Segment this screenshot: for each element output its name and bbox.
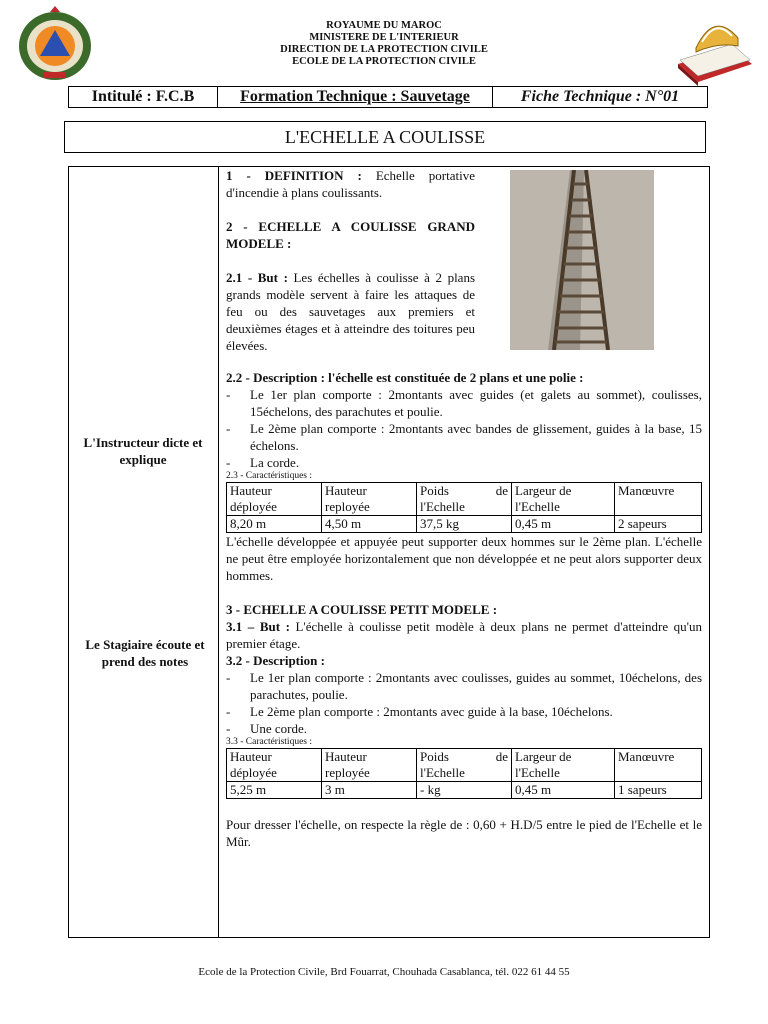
description-list-2 xyxy=(226,386,702,471)
caracteristiques-table-3 xyxy=(226,748,702,799)
table-cell: Hauteur reployée xyxy=(322,483,417,516)
list-item: - Le 1er plan comporte : 2montants avec guides (et galets au sommet), coulisses, 15échelons, des parachutes et poulie. xyxy=(226,386,702,420)
helmet-book-icon xyxy=(672,8,756,86)
list-item: - Une corde. xyxy=(226,720,702,737)
header-line-4: ECOLE DE LA PROTECTION CIVILE xyxy=(292,56,476,67)
description-heading-3: 3.2 - Description : xyxy=(226,653,325,668)
caracteristiques-label-3: 3.3 - Caractéristiques : xyxy=(226,737,313,747)
protection-civile-emblem xyxy=(14,6,96,82)
but-text-3: L'échelle à coulisse petit modèle à deux plans ne permet d'atteindre qu'un premier étage. xyxy=(226,619,702,651)
table-cell: 37,5 kg xyxy=(417,516,512,533)
instructeur-note: L'Instructeur dicte et explique xyxy=(83,435,203,467)
description-heading-2: 2.2 - Description : l'échelle est constituée de 2 plans et une polie : xyxy=(226,370,584,385)
caracteristiques-label-2: 2.3 - Caractéristiques : xyxy=(226,471,313,481)
table-cell: Hauteur déployée xyxy=(227,483,322,516)
list-item: - La corde. xyxy=(226,454,702,471)
header-line-2: MINISTERE DE L'INTERIEUR xyxy=(309,32,459,43)
table-row xyxy=(227,782,702,799)
table-cell: 1 sapeurs xyxy=(615,782,702,799)
column-divider xyxy=(218,166,219,938)
list-item: - Le 2ème plan comporte : 2montants avec bandes de glissement, guides à la base, 15 échelons. xyxy=(226,420,702,454)
page-footer: Ecole de la Protection Civile, Brd Fouarrat, Chouhada Casablanca, tél. 022 61 44 55 xyxy=(198,966,570,978)
table-cell: 5,25 m xyxy=(227,782,322,799)
table-cell: 4,50 m xyxy=(322,516,417,533)
title-bar xyxy=(68,86,708,108)
table-header-row xyxy=(227,749,702,782)
section-grand-modele xyxy=(226,369,702,850)
table-cell: 2 sapeurs xyxy=(615,516,702,533)
table-cell: Manœuvre xyxy=(615,749,702,782)
table-cell: 0,45 m xyxy=(512,516,615,533)
caracteristiques-table-2 xyxy=(226,482,702,533)
header-line-3: DIRECTION DE LA PROTECTION CIVILE xyxy=(280,44,488,55)
petit-modele-heading: 3 - ECHELLE A COULISSE PETIT MODELE : xyxy=(226,602,498,617)
definition-heading: 1 - DEFINITION : xyxy=(226,168,362,183)
table-row xyxy=(227,516,702,533)
formation-cell xyxy=(218,87,493,107)
description-list-3 xyxy=(226,669,702,737)
list-item: - Le 2ème plan comporte : 2montants avec guide à la base, 10échelons. xyxy=(226,703,702,720)
table-cell: Manœuvre xyxy=(615,483,702,516)
grand-modele-heading: 2 - ECHELLE A COULISSE GRAND MODELE : xyxy=(226,219,475,251)
but-label-2: 2.1 - But : xyxy=(226,270,288,285)
usage-note-2: L'échelle développée et appuyée peut supporter deux hommes sur le 2ème plan. L'échelle ne peut être employée horizontalement que non développée et ne peut alors supporter deux hommes. xyxy=(226,534,702,583)
list-item: - Le 1er plan comporte : 2montants avec coulisses, guides au sommet, 10échelons, des parachutes, poulie. xyxy=(226,669,702,703)
intitule-cell: Intitulé : F.C.B xyxy=(69,87,218,107)
table-cell: Largeur de l'Echelle xyxy=(512,749,615,782)
table-cell: Poids de l'Echelle xyxy=(417,483,512,516)
section-definition xyxy=(226,167,475,354)
table-cell: Hauteur déployée xyxy=(227,749,322,782)
table-cell: 8,20 m xyxy=(227,516,322,533)
ladder-photo xyxy=(510,170,654,350)
page-title: L'ECHELLE A COULISSE xyxy=(64,121,706,153)
but-text-2: Les échelles à coulisse à 2 plans grands modèle servent à faire les attaques de feu ou des sauvetages aux premiers et deuxièmes étages et à atteindre des toitures peu élevées. xyxy=(226,270,476,353)
fiche-cell: Fiche Technique : N°01 xyxy=(520,88,680,105)
header-line-1: ROYAUME DU MAROC xyxy=(326,20,442,31)
stagiaire-note: Le Stagiaire écoute et prend des notes xyxy=(85,637,205,669)
definition-text: Echelle portative d'incendie à plans coulissants. xyxy=(226,168,475,200)
table-cell: 0,45 m xyxy=(512,782,615,799)
table-header-row xyxy=(227,483,702,516)
institution-header xyxy=(200,20,568,68)
table-cell: - kg xyxy=(417,782,512,799)
dressing-rule: Pour dresser l'échelle, on respecte la règle de : 0,60 + H.D/5 entre le pied de l'Echelle et le Mûr. xyxy=(226,817,702,849)
formation-label: Formation Technique : Sauvetage xyxy=(240,88,470,105)
table-cell: Largeur de l'Echelle xyxy=(512,483,615,516)
table-cell: 3 m xyxy=(322,782,417,799)
but-label-3: 3.1 – But : xyxy=(226,619,290,634)
table-cell: Hauteur reployée xyxy=(322,749,417,782)
table-cell: Poids de l'Echelle xyxy=(417,749,512,782)
